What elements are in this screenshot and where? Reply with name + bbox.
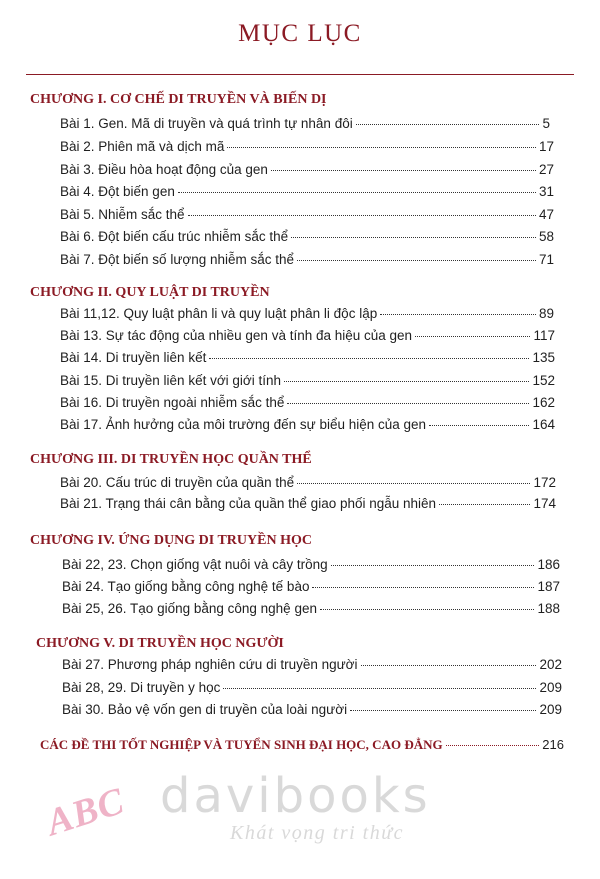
toc-entry[interactable]	[60, 139, 554, 154]
toc-entry[interactable]	[60, 184, 554, 199]
dot-leader	[188, 215, 536, 216]
dot-leader	[223, 688, 536, 689]
entry-page: 71	[538, 252, 554, 267]
entry-page: 209	[539, 680, 562, 695]
toc-entry[interactable]	[60, 229, 554, 244]
toc-entry[interactable]	[60, 395, 555, 410]
entry-page: 5	[542, 116, 550, 131]
watermark-tagline: Khát vọng tri thức	[230, 822, 405, 844]
toc-entry[interactable]	[60, 496, 556, 511]
entry-label: Bài 16. Di truyền ngoài nhiễm sắc thể	[60, 395, 285, 410]
entry-page: 31	[538, 184, 554, 199]
watermark-logo: ABC	[41, 779, 130, 845]
dot-leader	[439, 504, 530, 505]
toc-entry[interactable]	[62, 657, 562, 672]
entry-page: 216	[542, 737, 564, 752]
watermark	[40, 770, 560, 870]
entry-page: 174	[533, 496, 556, 511]
dot-leader	[331, 565, 535, 566]
entry-label: Bài 28, 29. Di truyền y học	[62, 680, 221, 695]
entry-page: 186	[537, 557, 560, 572]
dot-leader	[287, 403, 529, 404]
chapter-heading: CHƯƠNG IV. ỨNG DỤNG DI TRUYỀN HỌC	[30, 533, 312, 548]
dot-leader	[291, 237, 536, 238]
dot-leader	[429, 425, 529, 426]
dot-leader	[297, 260, 536, 261]
entry-page: 47	[538, 207, 554, 222]
entry-label: Bài 22, 23. Chọn giống vật nuôi và cây trồng	[62, 557, 328, 572]
entry-label: Bài 2. Phiên mã và dịch mã	[60, 139, 225, 154]
toc-entry[interactable]	[60, 475, 556, 490]
toc-entry[interactable]	[62, 702, 562, 717]
entry-label: Bài 20. Cấu trúc di truyền của quần thể	[60, 475, 295, 490]
entry-label: Bài 1. Gen. Mã di truyền và quá trình tự nhân đôi	[60, 116, 353, 131]
dot-leader	[320, 609, 535, 610]
entry-label: Bài 6. Đột biến cấu trúc nhiễm sắc thể	[60, 229, 289, 244]
entry-page: 162	[532, 395, 555, 410]
toc-entry[interactable]	[60, 328, 555, 343]
toc-entry[interactable]	[60, 252, 554, 267]
toc-entry[interactable]	[60, 350, 555, 365]
dot-leader	[356, 124, 540, 125]
dot-leader	[446, 745, 540, 746]
dot-leader	[227, 147, 536, 148]
entry-page: 135	[532, 350, 555, 365]
toc-entry[interactable]	[60, 373, 555, 388]
entry-label: Bài 25, 26. Tạo giống bằng công nghệ gen	[62, 601, 317, 616]
entry-label: Bài 17. Ảnh hưởng của môi trường đến sự biểu hiện của gen	[60, 417, 427, 432]
dot-leader	[415, 336, 530, 337]
page-title: MỤC LỤC	[238, 20, 362, 47]
entry-page: 17	[538, 139, 554, 154]
dot-leader	[361, 665, 537, 666]
entry-page: 117	[533, 328, 555, 343]
chapter-heading: CHƯƠNG I. CƠ CHẾ DI TRUYỀN VÀ BIẾN DỊ	[30, 92, 327, 107]
entry-page: 58	[538, 229, 554, 244]
dot-leader	[178, 192, 536, 193]
dot-leader	[271, 170, 536, 171]
dot-leader	[350, 710, 536, 711]
dot-leader	[284, 381, 529, 382]
entry-page: 209	[539, 702, 562, 717]
entry-label: Bài 7. Đột biến số lượng nhiễm sắc thể	[60, 252, 295, 267]
watermark-brand: davibooks	[160, 768, 431, 824]
entry-page: 187	[537, 579, 560, 594]
entry-label: Bài 21. Trạng thái cân bằng của quần thể giao phối ngẫu nhiên	[60, 496, 437, 511]
entry-label: Bài 15. Di truyền liên kết với giới tính	[60, 373, 282, 388]
toc-entry[interactable]	[62, 557, 560, 572]
entry-label: Bài 13. Sự tác động của nhiều gen và tính đa hiệu của gen	[60, 328, 413, 343]
toc-entry[interactable]	[62, 579, 560, 594]
entry-label: CÁC ĐỀ THI TỐT NGHIỆP VÀ TUYỂN SINH ĐẠI HỌC, CAO ĐẲNG	[40, 737, 443, 752]
toc-entry[interactable]	[60, 306, 554, 321]
entry-page: 172	[533, 475, 556, 490]
entry-label: Bài 3. Điều hòa hoạt động của gen	[60, 162, 268, 177]
chapter-heading: CHƯƠNG V. DI TRUYỀN HỌC NGƯỜI	[36, 636, 284, 651]
dot-leader	[312, 587, 534, 588]
chapter-heading: CHƯƠNG II. QUY LUẬT DI TRUYỀN	[30, 285, 270, 300]
entry-page: 152	[532, 373, 555, 388]
entry-label: Bài 14. Di truyền liên kết	[60, 350, 207, 365]
toc-entry-exams[interactable]	[40, 737, 564, 753]
toc-entry[interactable]	[60, 116, 550, 131]
entry-label: Bài 27. Phương pháp nghiên cứu di truyền người	[62, 657, 358, 672]
entry-page: 202	[539, 657, 562, 672]
toc-entry[interactable]	[62, 680, 562, 695]
entry-page: 27	[538, 162, 554, 177]
dot-leader	[297, 483, 530, 484]
entry-label: Bài 24. Tạo giống bằng công nghệ tế bào	[62, 579, 310, 594]
entry-label: Bài 30. Bảo vệ vốn gen di truyền của loài người	[62, 702, 348, 717]
entry-page: 89	[538, 306, 554, 321]
entry-page: 188	[537, 601, 560, 616]
toc-entry[interactable]	[60, 162, 554, 177]
dot-leader	[209, 358, 529, 359]
entry-label: Bài 5. Nhiễm sắc thể	[60, 207, 185, 222]
title-rule	[26, 74, 574, 75]
entry-label: Bài 4. Đột biến gen	[60, 184, 175, 199]
entry-label: Bài 11,12. Quy luật phân li và quy luật phân li độc lập	[60, 306, 378, 321]
entry-page: 164	[532, 417, 555, 432]
toc-entry[interactable]	[60, 207, 554, 222]
dot-leader	[380, 314, 536, 315]
toc-entry[interactable]	[62, 601, 560, 616]
chapter-heading: CHƯƠNG III. DI TRUYỀN HỌC QUẦN THỂ	[30, 452, 312, 467]
toc-entry[interactable]	[60, 417, 555, 432]
